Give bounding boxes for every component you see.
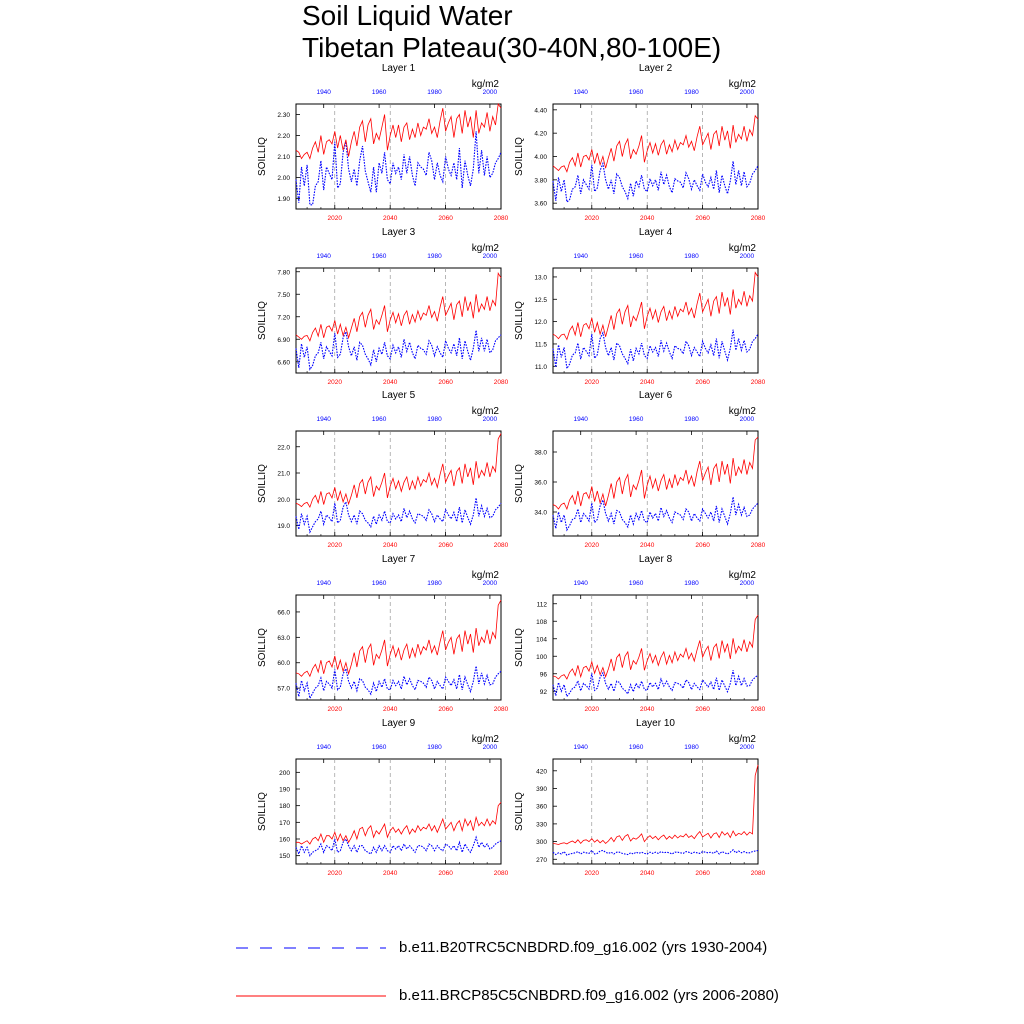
y-tick-label: 4.00 [534, 154, 547, 161]
x-bottom-tick-label: 2060 [438, 870, 453, 877]
x-top-tick-label: 1940 [316, 89, 331, 96]
chart-title-line-1: Soil Liquid Water [302, 0, 513, 31]
chart-title-line-2: Tibetan Plateau(30-40N,80-100E) [302, 32, 722, 63]
y-tick-label: 7.80 [277, 269, 290, 277]
x-top-tick-label: 1980 [427, 89, 442, 96]
units-label: kg/m2 [471, 734, 499, 745]
units-label: kg/m2 [471, 243, 499, 254]
plot-frame [296, 104, 501, 209]
x-top-tick-label: 1940 [573, 416, 588, 423]
series-line-historical [553, 161, 758, 202]
x-top-tick-label: 2000 [482, 416, 498, 423]
x-bottom-tick-label: 2040 [639, 215, 655, 222]
panel-layer-4 [514, 227, 766, 386]
y-axis-label: SOILLIQ [257, 137, 268, 176]
units-label: kg/m2 [471, 570, 499, 581]
legend-label-historical: b.e11.B20TRC5CNBDRD.f09_g16.002 (yrs 1930-2004) [399, 939, 768, 956]
x-top-tick-label: 1960 [628, 89, 644, 96]
panel-title: Layer 10 [636, 718, 675, 729]
y-axis-label: SOILLIQ [514, 301, 525, 340]
x-bottom-tick-label: 2080 [493, 870, 509, 877]
x-bottom-tick-label: 2020 [327, 215, 343, 222]
x-bottom-tick-label: 2040 [639, 542, 655, 549]
x-top-tick-label: 2000 [482, 89, 498, 96]
y-tick-label: 63.0 [277, 634, 290, 642]
units-label: kg/m2 [728, 243, 756, 254]
y-tick-label: 1.90 [277, 196, 290, 203]
units-label: kg/m2 [471, 406, 499, 417]
x-bottom-tick-label: 2040 [382, 870, 398, 877]
y-axis-label: SOILLIQ [514, 792, 525, 831]
x-bottom-tick-label: 2040 [639, 870, 655, 877]
x-bottom-tick-label: 2020 [584, 215, 600, 222]
y-tick-label: 21.0 [277, 470, 290, 478]
x-top-tick-label: 2000 [739, 89, 755, 96]
x-top-tick-label: 1940 [573, 253, 588, 260]
y-tick-label: 36.0 [534, 479, 547, 487]
y-axis-label: SOILLIQ [257, 464, 268, 503]
plot-frame [296, 268, 501, 373]
units-label: kg/m2 [728, 734, 756, 745]
series-line-future [553, 273, 758, 340]
plot-frame [553, 759, 758, 864]
units-label: kg/m2 [471, 79, 499, 90]
panel-title: Layer 8 [638, 554, 673, 565]
x-bottom-tick-label: 2060 [438, 215, 453, 222]
legend-swatch-dashed [236, 938, 396, 958]
panel-layer-8 [514, 554, 766, 713]
series-line-future [296, 273, 501, 341]
y-tick-label: 2.20 [277, 133, 290, 140]
y-tick-label: 20.0 [277, 496, 290, 504]
x-top-tick-label: 1960 [371, 89, 387, 96]
units-label: kg/m2 [728, 79, 756, 90]
y-tick-label: 360 [536, 803, 547, 811]
y-tick-label: 92 [539, 688, 547, 696]
series-line-future [553, 615, 758, 679]
series-line-future [553, 765, 758, 845]
y-tick-label: 150 [279, 853, 290, 861]
units-label: kg/m2 [728, 570, 756, 581]
x-bottom-tick-label: 2020 [584, 870, 600, 877]
y-tick-label: 34.0 [534, 509, 547, 517]
x-bottom-tick-label: 2060 [695, 215, 710, 222]
y-tick-label: 180 [279, 803, 290, 811]
series-line-historical [296, 330, 501, 369]
x-top-tick-label: 1980 [427, 580, 442, 587]
panel-title: Layer 2 [638, 63, 673, 74]
series-line-historical [296, 837, 501, 855]
panel-layer-9 [257, 718, 509, 877]
x-bottom-tick-label: 2040 [639, 379, 655, 386]
plot-frame [553, 268, 758, 373]
series-line-future [296, 600, 501, 676]
y-axis-label: SOILLIQ [514, 464, 525, 503]
x-top-tick-label: 1980 [684, 416, 699, 423]
y-tick-label: 12.5 [534, 296, 547, 304]
x-bottom-tick-label: 2080 [750, 379, 766, 386]
x-top-tick-label: 1980 [427, 253, 442, 260]
y-tick-label: 19.0 [277, 523, 290, 530]
x-top-tick-label: 2000 [739, 416, 755, 423]
x-top-tick-label: 2000 [739, 580, 755, 587]
series-line-historical [553, 670, 758, 696]
y-tick-label: 112 [536, 601, 547, 609]
x-top-tick-label: 1960 [371, 580, 387, 587]
y-tick-label: 7.20 [277, 314, 290, 322]
y-tick-label: 2.10 [277, 154, 290, 161]
units-label: kg/m2 [728, 406, 756, 417]
x-bottom-tick-label: 2060 [695, 706, 710, 713]
x-top-tick-label: 1980 [427, 416, 442, 423]
series-line-historical [553, 497, 758, 530]
y-tick-label: 12.0 [534, 319, 547, 327]
series-line-future [553, 116, 758, 172]
series-line-future [296, 104, 501, 159]
panel-layer-1 [257, 63, 509, 222]
y-tick-label: 6.60 [277, 359, 290, 367]
x-bottom-tick-label: 2060 [695, 379, 710, 386]
series-line-historical [553, 850, 758, 855]
x-bottom-tick-label: 2020 [327, 706, 343, 713]
panel-layer-10 [514, 718, 766, 877]
x-bottom-tick-label: 2080 [493, 542, 509, 549]
x-top-tick-label: 2000 [739, 744, 755, 751]
x-top-tick-label: 1940 [573, 580, 588, 587]
x-bottom-tick-label: 2040 [382, 379, 398, 386]
y-tick-label: 390 [536, 785, 547, 793]
x-bottom-tick-label: 2040 [382, 215, 398, 222]
series-line-historical [296, 666, 501, 698]
y-tick-label: 4.40 [534, 107, 547, 115]
panel-title: Layer 7 [381, 554, 416, 565]
panel-title: Layer 1 [381, 63, 416, 74]
y-tick-label: 38.0 [534, 449, 547, 457]
y-tick-label: 104 [536, 636, 547, 644]
x-top-tick-label: 1960 [371, 744, 387, 751]
y-tick-label: 100 [536, 653, 547, 661]
y-tick-label: 2.30 [277, 112, 290, 119]
x-top-tick-label: 2000 [482, 253, 498, 260]
x-top-tick-label: 1980 [684, 744, 699, 751]
y-axis-label: SOILLIQ [514, 137, 525, 176]
y-tick-label: 11.5 [534, 341, 547, 349]
series-line-historical [296, 498, 501, 532]
x-bottom-tick-label: 2060 [695, 870, 710, 877]
x-bottom-tick-label: 2080 [750, 215, 766, 222]
plot-frame [296, 759, 501, 864]
panel-title: Layer 5 [381, 390, 416, 401]
y-tick-label: 270 [536, 856, 547, 864]
panel-title: Layer 9 [381, 718, 416, 729]
x-top-tick-label: 2000 [482, 744, 498, 751]
legend-label-future: b.e11.BRCP85C5CNBDRD.f09_g16.002 (yrs 2006-2080) [399, 987, 779, 1004]
x-top-tick-label: 1960 [628, 416, 644, 423]
x-bottom-tick-label: 2080 [750, 542, 766, 549]
x-top-tick-label: 2000 [739, 253, 755, 260]
panel-layer-2 [514, 63, 766, 222]
x-bottom-tick-label: 2080 [750, 870, 766, 877]
panel-title: Layer 6 [638, 390, 673, 401]
y-tick-label: 60.0 [277, 660, 290, 668]
x-top-tick-label: 1940 [573, 744, 588, 751]
x-bottom-tick-label: 2020 [327, 379, 343, 386]
series-line-future [296, 802, 501, 844]
y-tick-label: 2.00 [277, 175, 290, 182]
y-tick-label: 420 [536, 768, 547, 776]
panel-layer-5 [257, 390, 509, 549]
panel-layer-3 [257, 227, 509, 386]
x-bottom-tick-label: 2080 [493, 215, 509, 222]
panel-layer-7 [257, 554, 509, 713]
x-top-tick-label: 1960 [371, 416, 387, 423]
y-axis-label: SOILLIQ [514, 628, 525, 667]
y-tick-label: 96 [539, 671, 547, 679]
y-tick-label: 11.0 [534, 363, 547, 371]
x-bottom-tick-label: 2040 [382, 542, 398, 549]
x-top-tick-label: 1980 [684, 253, 699, 260]
series-line-historical [553, 330, 758, 369]
x-bottom-tick-label: 2080 [493, 379, 509, 386]
y-tick-label: 190 [279, 786, 290, 794]
x-bottom-tick-label: 2020 [584, 706, 600, 713]
y-axis-label: SOILLIQ [257, 792, 268, 831]
y-axis-label: SOILLIQ [257, 301, 268, 340]
x-bottom-tick-label: 2020 [327, 870, 343, 877]
x-top-tick-label: 1960 [628, 744, 644, 751]
x-bottom-tick-label: 2080 [750, 706, 766, 713]
x-bottom-tick-label: 2020 [584, 542, 600, 549]
x-top-tick-label: 1980 [684, 89, 699, 96]
x-top-tick-label: 2000 [482, 580, 498, 587]
plot-frame [553, 431, 758, 536]
x-bottom-tick-label: 2060 [438, 706, 453, 713]
x-top-tick-label: 1940 [316, 253, 331, 260]
y-tick-label: 108 [536, 618, 547, 626]
series-line-future [553, 437, 758, 509]
panel-title: Layer 3 [381, 227, 416, 238]
y-tick-label: 13.0 [534, 274, 547, 282]
x-bottom-tick-label: 2060 [438, 379, 453, 386]
y-tick-label: 22.0 [277, 444, 290, 452]
x-top-tick-label: 1980 [684, 580, 699, 587]
y-tick-label: 4.20 [534, 130, 547, 138]
x-top-tick-label: 1980 [427, 744, 442, 751]
x-bottom-tick-label: 2060 [438, 542, 453, 549]
x-top-tick-label: 1940 [573, 89, 588, 96]
plot-frame [296, 431, 501, 536]
y-tick-label: 6.90 [277, 336, 290, 344]
x-bottom-tick-label: 2080 [493, 706, 509, 713]
y-tick-label: 160 [279, 836, 290, 844]
x-bottom-tick-label: 2040 [382, 706, 398, 713]
x-top-tick-label: 1960 [371, 253, 387, 260]
x-bottom-tick-label: 2020 [327, 542, 343, 549]
x-bottom-tick-label: 2020 [584, 379, 600, 386]
x-bottom-tick-label: 2060 [695, 542, 710, 549]
x-top-tick-label: 1940 [316, 744, 331, 751]
y-tick-label: 200 [279, 769, 290, 777]
y-tick-label: 7.50 [277, 291, 290, 299]
x-top-tick-label: 1940 [316, 416, 331, 423]
y-axis-label: SOILLIQ [257, 628, 268, 667]
panel-title: Layer 4 [638, 227, 673, 238]
x-bottom-tick-label: 2040 [639, 706, 655, 713]
x-top-tick-label: 1960 [628, 253, 644, 260]
legend-swatch-solid [236, 986, 396, 1006]
y-tick-label: 170 [279, 819, 290, 827]
y-tick-label: 3.80 [534, 177, 547, 185]
x-top-tick-label: 1940 [316, 580, 331, 587]
y-tick-label: 3.60 [534, 200, 547, 208]
panel-layer-6 [514, 390, 766, 549]
y-tick-label: 66.0 [277, 609, 290, 617]
y-tick-label: 300 [536, 839, 547, 847]
y-tick-label: 57.0 [277, 685, 290, 693]
series-line-future [296, 434, 501, 508]
x-top-tick-label: 1960 [628, 580, 644, 587]
y-tick-label: 330 [536, 821, 547, 829]
